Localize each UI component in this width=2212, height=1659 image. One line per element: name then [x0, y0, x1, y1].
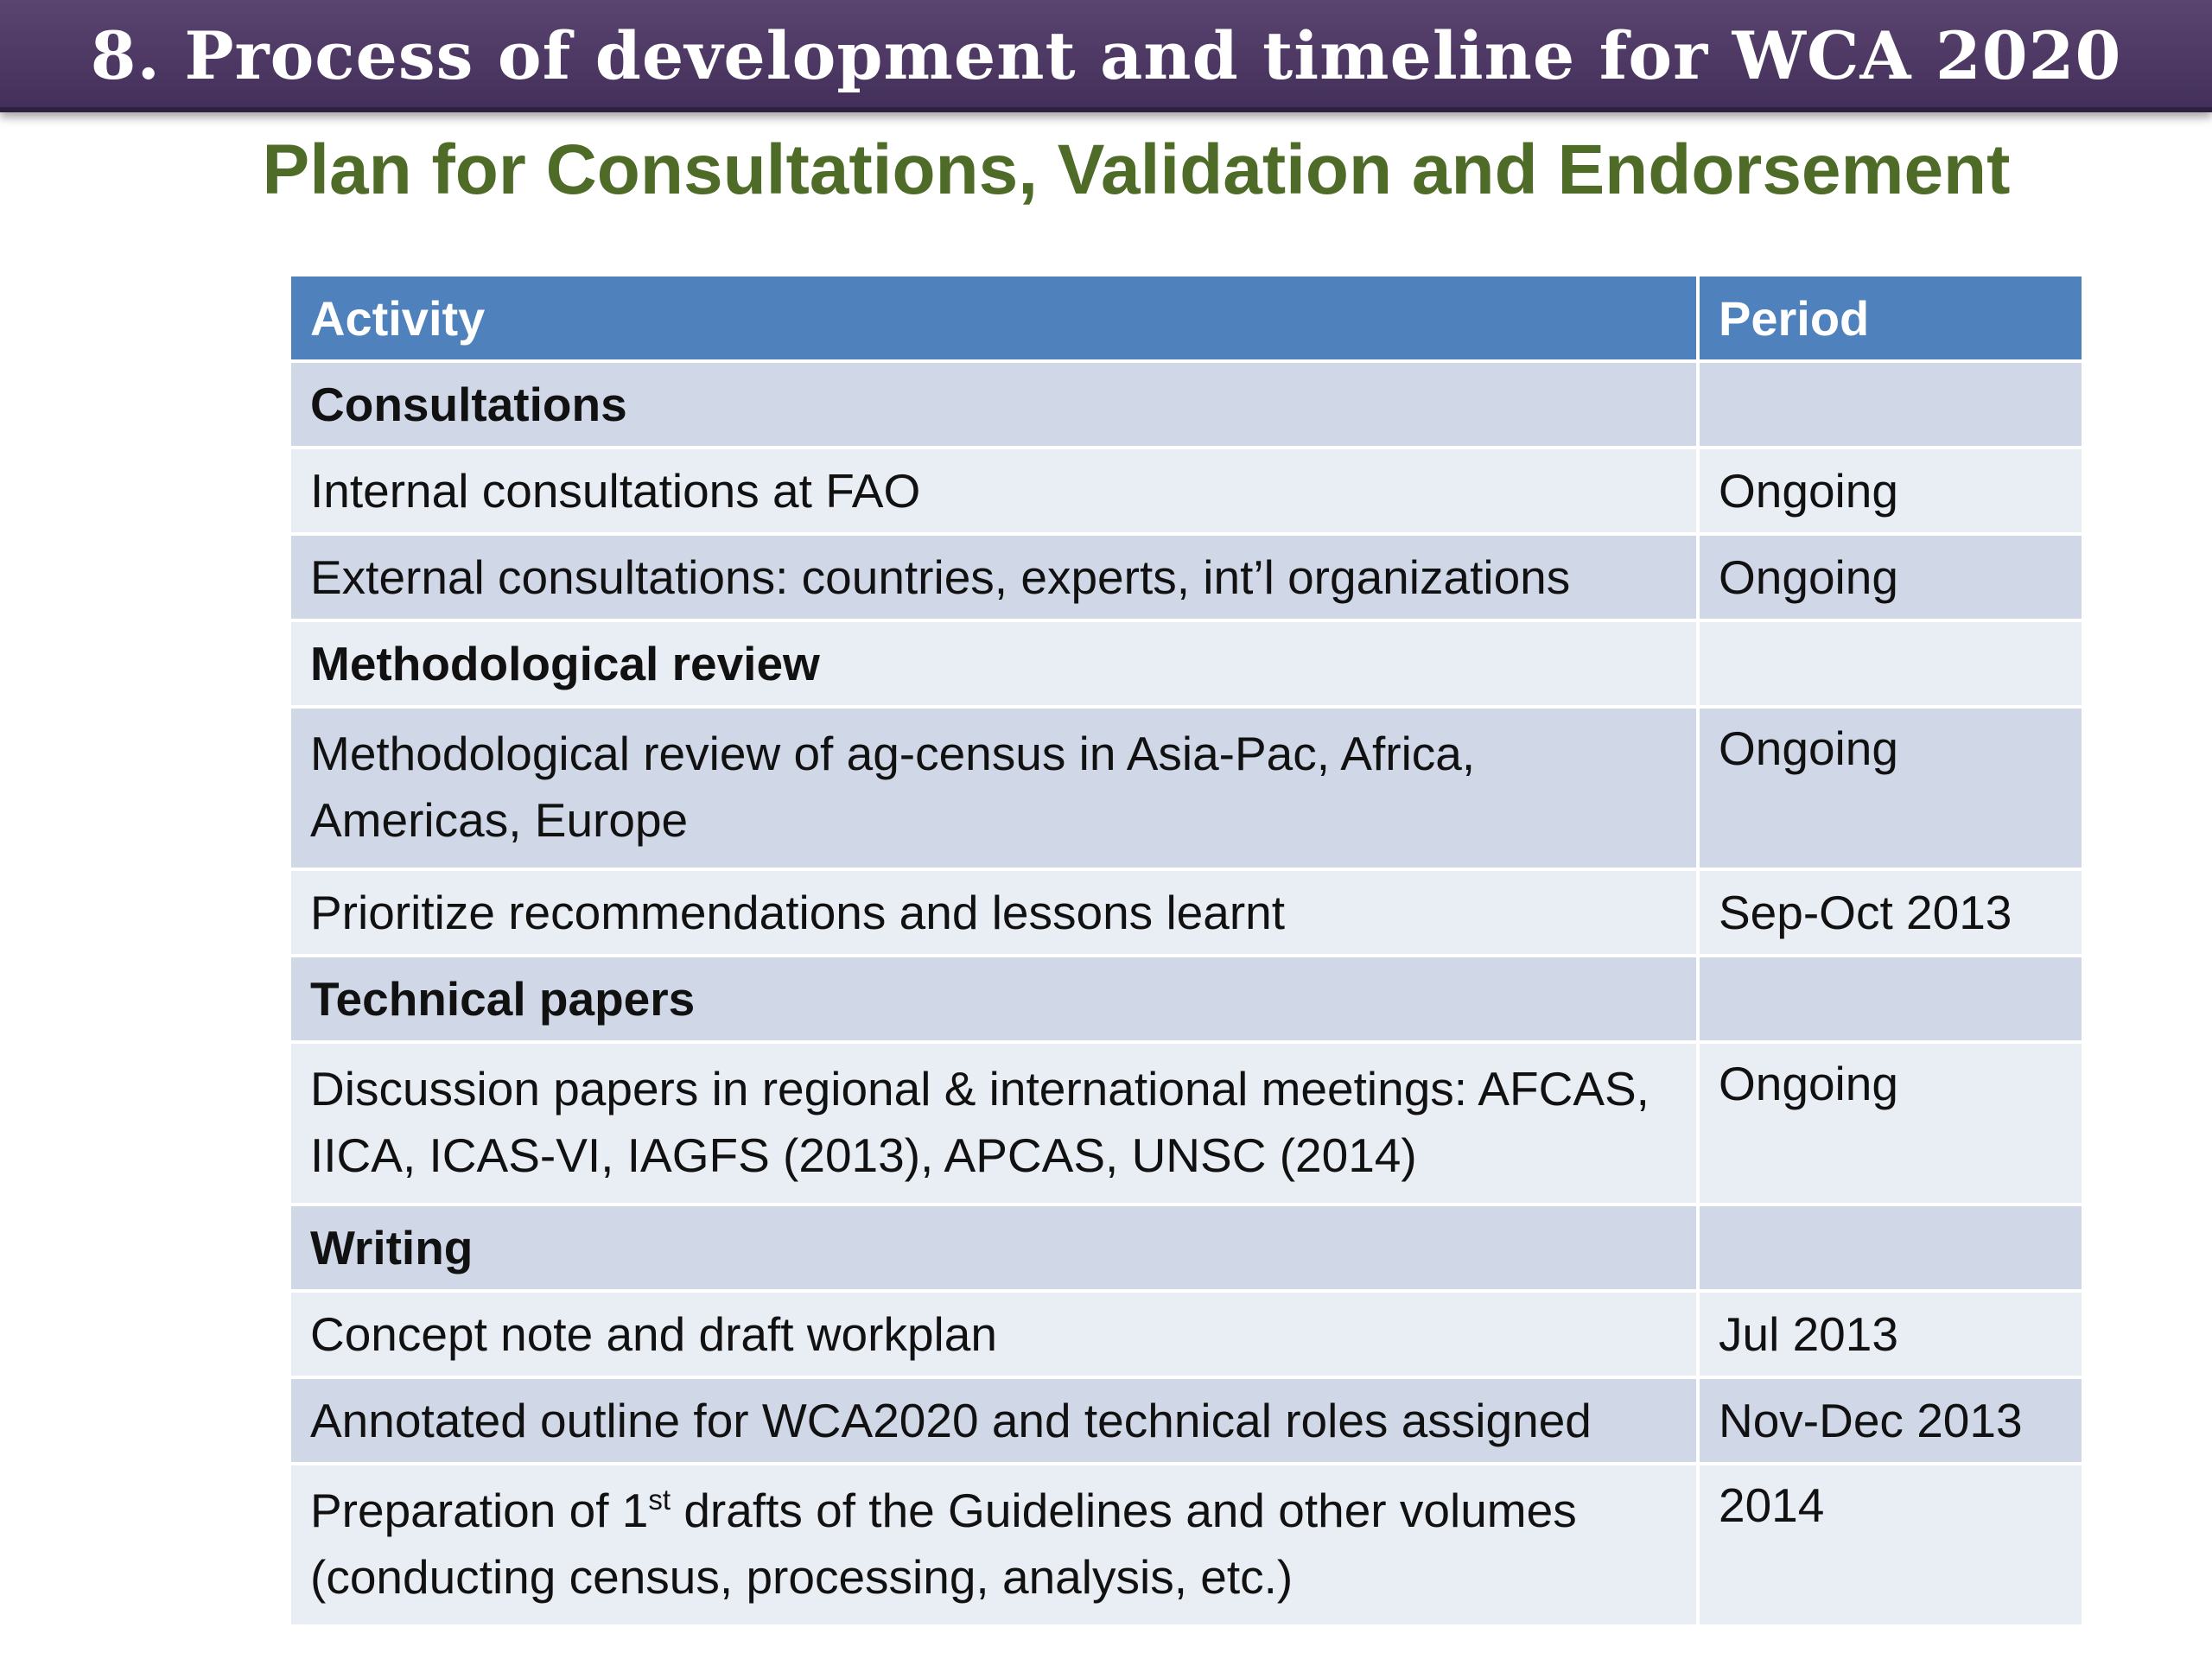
period-cell: Ongoing: [1698, 448, 2083, 534]
table-row: [289, 1291, 2083, 1377]
activity-cell: Methodological review of ag-census in Asia-Pac, Africa, Americas, Europe: [289, 707, 1698, 869]
period-cell: Sep-Oct 2013: [1698, 869, 2083, 956]
period-column-header: Period: [1698, 275, 2083, 361]
activity-cell: Discussion papers in regional & international meetings: AFCAS, IICA, ICAS-VI, IAGFS (2013), APCAS, UNSC (2014): [289, 1042, 1698, 1205]
table-row: [289, 1377, 2083, 1464]
section-heading: Technical papers: [289, 956, 1698, 1042]
activity-column-header: Activity: [289, 275, 1698, 361]
period-cell: [1698, 361, 2083, 448]
activity-cell: External consultations: countries, experts, int’l organizations: [289, 534, 1698, 620]
activity-cell: Prioritize recommendations and lessons learnt: [289, 869, 1698, 956]
section-row: [289, 1205, 2083, 1291]
section-heading: Writing: [289, 1205, 1698, 1291]
table-row: [289, 707, 2083, 869]
period-cell: Ongoing: [1698, 1042, 2083, 1205]
section-heading: Consultations: [289, 361, 1698, 448]
slide-title: 8. Process of development and timeline for WCA 2020: [90, 17, 2122, 94]
section-heading: Methodological review: [289, 620, 1698, 707]
plan-table: [288, 273, 2085, 1628]
period-cell: Nov-Dec 2013: [1698, 1377, 2083, 1464]
period-cell: [1698, 620, 2083, 707]
activity-text-after: drafts of the Guidelines and other volumes (conducting census, processing, analysis, etc.): [310, 1484, 1577, 1604]
table-header-row: [289, 275, 2083, 361]
section-row: [289, 620, 2083, 707]
table-row: [289, 869, 2083, 956]
period-cell: 2014: [1698, 1464, 2083, 1626]
section-row: [289, 956, 2083, 1042]
activity-cell: Concept note and draft workplan: [289, 1291, 1698, 1377]
activity-cell: Internal consultations at FAO: [289, 448, 1698, 534]
activity-text-before: Preparation of 1: [310, 1484, 649, 1537]
slide-subtitle: Plan for Consultations, Validation and Endorsement: [262, 130, 2011, 209]
table-row: [289, 534, 2083, 620]
table-row: [289, 1464, 2083, 1626]
period-cell: Ongoing: [1698, 707, 2083, 869]
period-cell: Ongoing: [1698, 534, 2083, 620]
activity-cell: [289, 1464, 1698, 1626]
period-cell: [1698, 956, 2083, 1042]
period-cell: [1698, 1205, 2083, 1291]
period-cell: Jul 2013: [1698, 1291, 2083, 1377]
table-row: [289, 1042, 2083, 1205]
ordinal-superscript: st: [648, 1484, 671, 1516]
section-row: [289, 361, 2083, 448]
table-row: [289, 448, 2083, 534]
activity-cell: Annotated outline for WCA2020 and technical roles assigned: [289, 1377, 1698, 1464]
